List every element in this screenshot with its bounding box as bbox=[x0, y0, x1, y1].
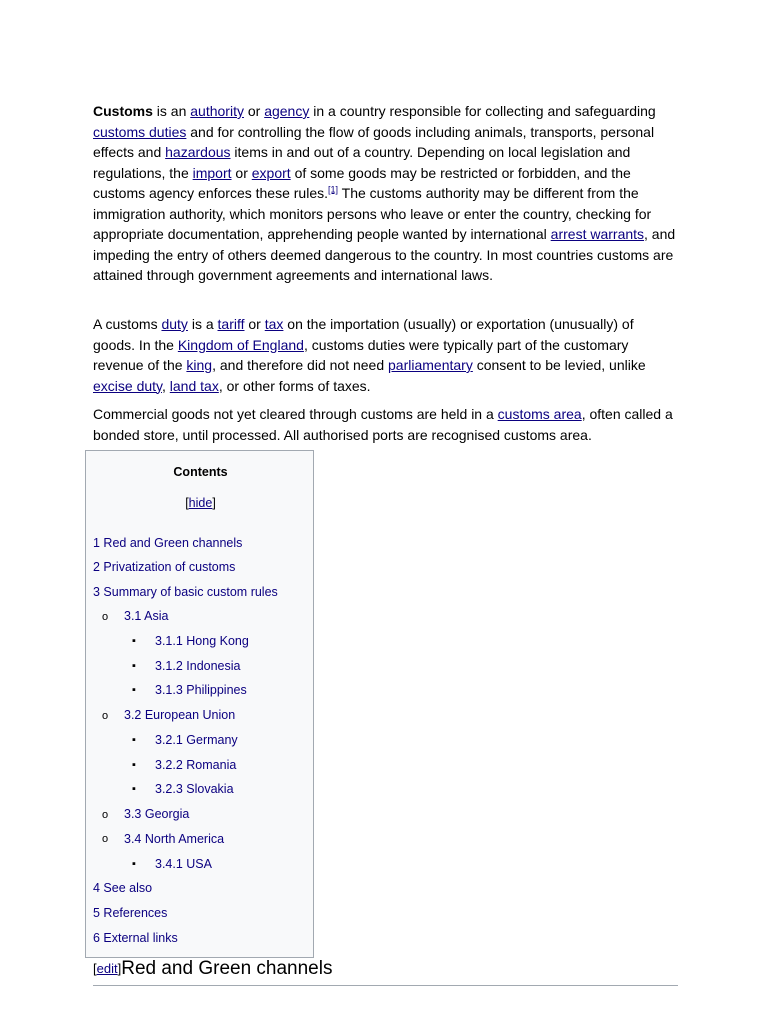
bracket: ] bbox=[117, 961, 122, 976]
toc-item[interactable]: 2 Privatization of customs bbox=[93, 560, 236, 574]
link-excise-duty[interactable]: excise duty bbox=[93, 377, 162, 394]
toc-item[interactable]: 3.2 European Union bbox=[124, 708, 236, 722]
bracket: [ bbox=[185, 496, 189, 510]
link-hazardous[interactable]: hazardous bbox=[165, 144, 231, 160]
text: is an bbox=[152, 103, 191, 119]
toc-item[interactable]: 6 External links bbox=[93, 931, 178, 945]
link-kingdom-of-england[interactable]: Kingdom of England bbox=[177, 336, 304, 353]
toc-item[interactable]: 5 References bbox=[93, 906, 168, 920]
square-bullet-icon: ▪ bbox=[132, 635, 136, 647]
text: , bbox=[162, 377, 170, 394]
circle-bullet-icon: o bbox=[102, 710, 109, 722]
toc-item[interactable]: 3.1.3 Philippines bbox=[155, 683, 247, 697]
link-import[interactable]: import bbox=[192, 164, 232, 181]
link-parliamentary[interactable]: parliamentary bbox=[388, 357, 473, 373]
table-of-contents bbox=[85, 450, 314, 958]
link-duty[interactable]: duty bbox=[161, 316, 188, 332]
text: items in and out of a country. Depending on local legislation and regulations, the bbox=[93, 144, 631, 181]
square-bullet-icon: ▪ bbox=[132, 783, 136, 795]
link-customs-area[interactable]: customs area bbox=[497, 406, 582, 422]
link-land-tax[interactable]: land tax bbox=[169, 377, 219, 394]
link-king[interactable]: king bbox=[186, 357, 213, 373]
toc-item[interactable]: 1 Red and Green channels bbox=[93, 536, 243, 550]
intro-paragraph bbox=[93, 101, 678, 286]
bracket: [ bbox=[93, 961, 97, 976]
toc-item[interactable]: 3.4 North America bbox=[124, 832, 225, 846]
text: Commercial goods not yet cleared through customs are held in a bbox=[93, 406, 498, 422]
section-heading bbox=[93, 958, 678, 986]
toc-item[interactable]: 3.2.3 Slovakia bbox=[155, 782, 234, 796]
text: on the importation (usually) or exportation (unusually) of goods. In the bbox=[93, 316, 634, 353]
toc-item[interactable]: 3.1 Asia bbox=[124, 609, 169, 623]
square-bullet-icon: ▪ bbox=[132, 734, 136, 746]
text: , and therefore did not need bbox=[212, 357, 389, 373]
circle-bullet-icon: o bbox=[102, 611, 109, 623]
toc-toggle bbox=[86, 496, 315, 510]
toc-item[interactable]: 3.1.1 Hong Kong bbox=[155, 634, 249, 648]
toc-hide-link[interactable]: hide bbox=[188, 496, 213, 510]
text: consent to be levied, unlike bbox=[472, 357, 646, 373]
toc-item[interactable]: 3.4.1 USA bbox=[155, 857, 212, 871]
text: or bbox=[231, 164, 252, 181]
text: or bbox=[243, 103, 265, 119]
duty-paragraph bbox=[93, 314, 678, 396]
link-authority[interactable]: authority bbox=[190, 103, 244, 119]
link-tariff[interactable]: tariff bbox=[217, 316, 245, 332]
text: in a country responsible for collecting and safeguarding bbox=[309, 103, 656, 119]
square-bullet-icon: ▪ bbox=[132, 660, 136, 672]
section-title: Red and Green channels bbox=[121, 958, 333, 979]
bracket: ] bbox=[212, 496, 216, 510]
toc-item[interactable]: 3.2.2 Romania bbox=[155, 758, 237, 772]
edit-link[interactable]: edit bbox=[96, 961, 118, 976]
toc-item[interactable]: 3.1.2 Indonesia bbox=[155, 659, 241, 673]
text: is a bbox=[187, 316, 218, 332]
text: , customs duties were typically part of the customary revenue of the bbox=[93, 336, 629, 373]
toc-item[interactable]: 4 See also bbox=[93, 881, 153, 895]
text: and for controlling the flow of goods including animals, transports, personal effects and bbox=[93, 123, 655, 160]
text: or bbox=[244, 316, 265, 332]
link-customs-duties[interactable]: customs duties bbox=[93, 123, 187, 140]
square-bullet-icon: ▪ bbox=[132, 684, 136, 696]
circle-bullet-icon: o bbox=[102, 809, 109, 821]
text: of some goods may be restricted or forbidden, and the customs agency enforces these rules. bbox=[93, 164, 631, 201]
link-agency[interactable]: agency bbox=[264, 103, 310, 119]
link-arrest-warrants[interactable]: arrest warrants bbox=[550, 226, 645, 242]
text: , or other forms of taxes. bbox=[218, 377, 371, 394]
text: A customs bbox=[93, 316, 162, 332]
toc-item[interactable]: 3.3 Georgia bbox=[124, 807, 190, 821]
text: , and impeding the entry of others deemed dangerous to the country. In most countries customs are attained through government agreements and international laws. bbox=[93, 226, 676, 283]
text: The customs authority may be different from the immigration authority, which monitors persons who leave or enter the country, checking for appropriate documentation, apprehending people wanted by international bbox=[93, 185, 652, 242]
toc-item[interactable]: 3 Summary of basic custom rules bbox=[93, 585, 278, 599]
circle-bullet-icon: o bbox=[102, 833, 109, 845]
square-bullet-icon: ▪ bbox=[132, 858, 136, 870]
text: , often called a bonded store, until processed. All authorised ports are recognised customs area. bbox=[93, 406, 673, 443]
citation-link[interactable]: [1] bbox=[328, 184, 339, 195]
square-bullet-icon: ▪ bbox=[132, 759, 136, 771]
link-export[interactable]: export bbox=[251, 164, 291, 181]
edit-section bbox=[93, 961, 121, 976]
term-customs: Customs bbox=[93, 103, 153, 119]
link-tax[interactable]: tax bbox=[264, 316, 284, 332]
toc-item[interactable]: 3.2.1 Germany bbox=[155, 733, 238, 747]
customs-area-paragraph bbox=[93, 404, 678, 445]
toc-title: Contents bbox=[173, 465, 228, 479]
